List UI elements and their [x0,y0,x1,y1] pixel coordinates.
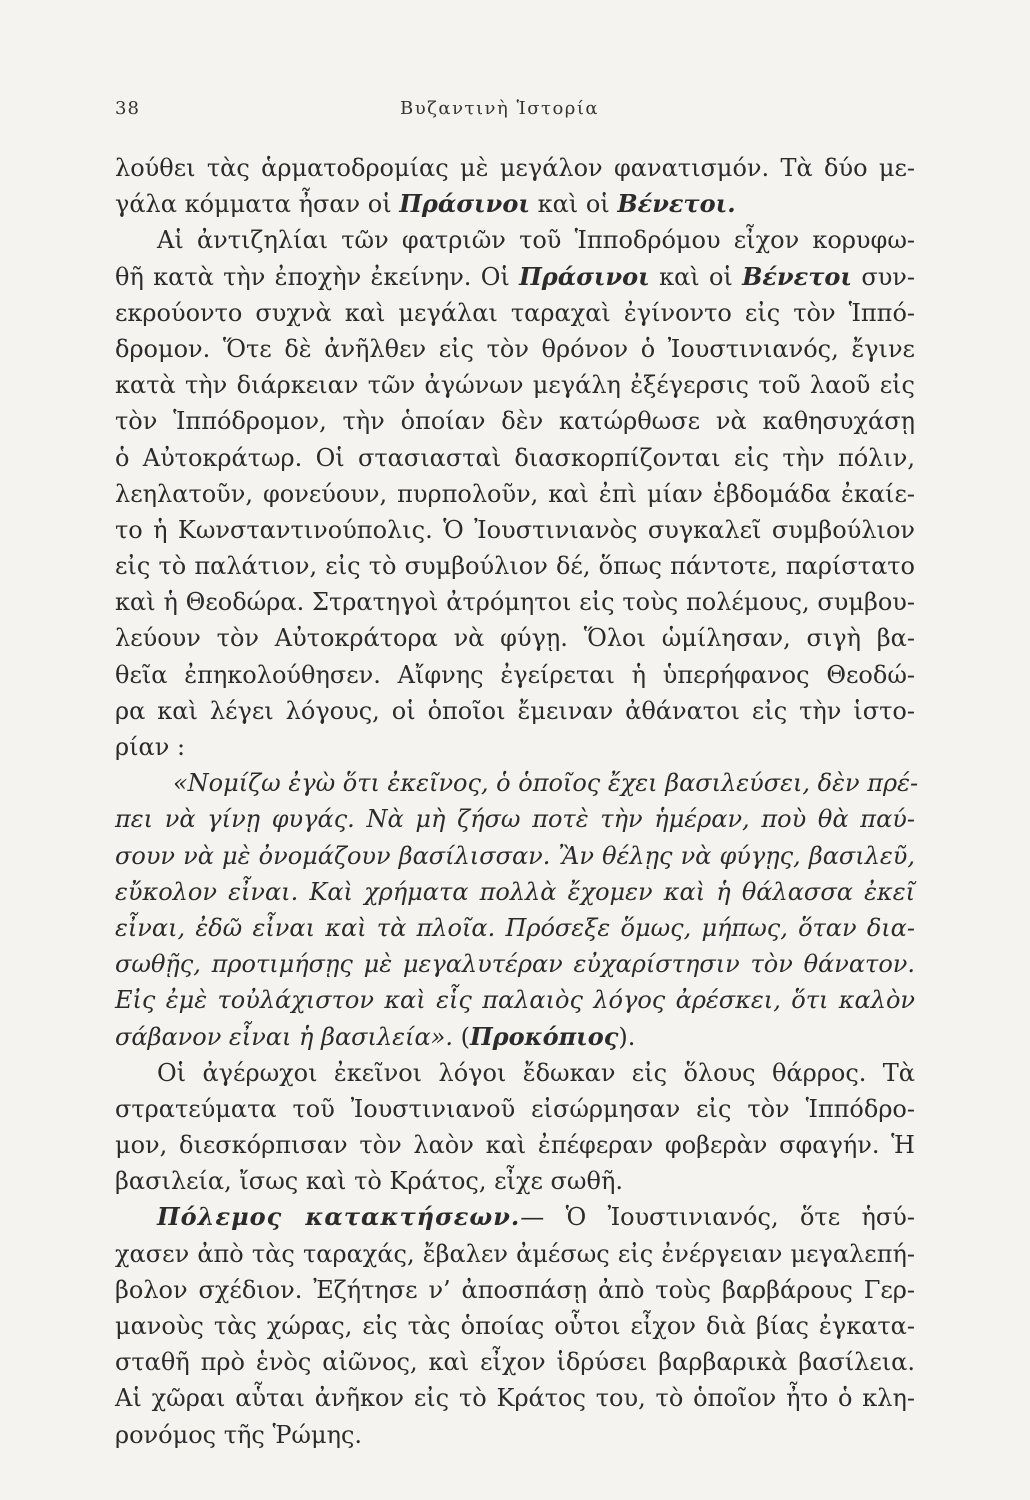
quote-line: εἶναι, ἐδῶ εἶναι καὶ τὰ πλοῖα. Πρόσεξε ὅμως, μήπως, ὅταν δια- [115,913,915,942]
text-line: κατὰ τὴν διάρκειαν τῶν ἀγώνων μεγάλη ἐξέγερσις τοῦ λαοῦ εἰς [115,371,915,400]
text-line: εκρούοντο συχνὰ καὶ μεγάλαι ταραχαὶ ἐγίνοντο εἰς τὸν Ἱππό- [115,298,915,327]
text-line: Αἱ χῶραι αὗται ἀνῆκον εἰς τὸ Κράτος του, τὸ ὁποῖον ἦτο ὁ κλη- [115,1384,915,1413]
text-line [115,1199,915,1235]
text-line: βολον σχέδιον. Ἐζήτησε ν’ ἀποσπάσῃ ἀπὸ τοὺς βαρβάρους Γερ- [115,1275,915,1304]
text-line: σταθῆ πρὸ ἑνὸς αἰῶνος, καὶ εἶχον ἱδρύσει βαρβαρικὰ βασίλεια. [115,1348,915,1377]
theodora-quote [115,765,919,1055]
quote-line: Εἰς ἐμὲ τοὐλάχιστον καὶ εἷς παλαιὸς λόγος ἀρέσκει, ὅτι καλὸν [115,986,915,1015]
text-fragment: γάλα κόμματα ἦσαν οἱ [115,190,400,219]
text-line: βασιλεία, ἴσως καὶ τὸ Κράτος, εἶχε σωθῆ. [115,1167,623,1196]
text-line: το ἡ Κωνσταντινούπολις. Ὁ Ἰουστινιανὸς συγκαλεῖ συμβούλιον [115,515,915,544]
text-line: μον, διεσκόρπισαν τὸν λαὸν καὶ ἐπέφεραν φοβερὰν σφαγήν. Ἡ [115,1131,915,1160]
text-fragment: ). [618,1022,636,1051]
section-heading: Πόλεμος κατακτήσεων. [157,1202,521,1232]
quote-line: εὔκολον εἶναι. Καὶ χρήματα πολλὰ ἔχομεν καὶ ἡ θάλασσα ἐκεῖ [115,877,915,906]
text-fragment: θῆ κατὰ τὴν ἐποχὴν ἐκείνην. Οἱ [115,262,520,291]
text-fragment: καὶ οἱ [529,190,618,219]
emphasis-venetoi: Βένετοι [742,261,853,291]
text-fragment: σάβανον εἶναι ἡ βασιλεία». [115,1022,461,1051]
page-header [115,98,915,128]
text-line: λούθει τὰς ἁρματοδρομίας μὲ μεγάλον φανατισμόν. Τὰ δύο με- [115,154,915,182]
emphasis-venetoi: Βένετοι. [617,189,736,219]
quote-line: σουν νὰ μὲ ὀνομάζουν βασίλισσαν. Ἂν θέλῃς νὰ φύγῃς, βασιλεῦ, [115,841,915,870]
text-fragment: — Ὁ Ἰουστινιανός, ὅτε ἡσύ- [520,1203,915,1232]
text-line: ὁ Αὐτοκράτωρ. Οἱ στασιασταὶ διασκορπίζονται εἰς τὴν πόλιν, [115,443,915,472]
text-line: δρομον. Ὅτε δὲ ἀνῆλθεν εἰς τὸν θρόνον ὁ Ἰουστινιανός, ἔγινε [115,334,915,363]
text-line: χασεν ἀπὸ τὰς ταραχάς, ἔβαλεν ἀμέσως εἰς ἐνέργειαν μεγαλεπή- [115,1239,915,1268]
quote-line: «Νομίζω ἐγὼ ὅτι ἐκεῖνος, ὁ ὁποῖος ἔχει βασιλεύσει, δὲν πρέ- [173,769,919,798]
text-line [115,186,915,222]
emphasis-prasinoi: Πράσινοι [399,189,530,219]
text-line: στρατεύματα τοῦ Ἰουστινιανοῦ εἰσώρμησαν εἰς τὸν Ἱππόδρο- [115,1094,915,1123]
text-line: ρίαν : [115,733,186,761]
text-line [115,259,915,295]
quote-line [115,1019,915,1055]
text-line: λεύουν τὸν Αὐτοκράτορα νὰ φύγῃ. Ὅλοι ὡμίλησαν, σιγὴ βα- [115,624,915,653]
text-line: μανοὺς τὰς χώρας, εἰς τὰς ὁποίας οὗτοι εἶχον διὰ βίας ἐγκατα- [115,1312,915,1340]
text-line: θεῖα ἐπηκολούθησεν. Αἴφνης ἐγείρεται ἡ ὑπερήφανος Θεοδώ- [115,660,915,689]
emphasis-prasinoi: Πράσινοι [519,261,650,291]
text-fragment: καὶ οἱ [649,262,743,291]
text-line: λεηλατοῦν, φονεύουν, πυρπολοῦν, καὶ ἐπὶ μίαν ἑβδομάδα ἐκαίε- [115,479,915,508]
main-text [115,150,919,1453]
text-line: καὶ ἡ Θεοδώρα. Στρατηγοὶ ἀτρόμητοι εἰς τοὺς πολέμους, συμβου- [115,588,915,617]
text-fragment: ( [460,1022,470,1051]
page-number: 38 [115,98,140,119]
quote-line: σωθῇς, προτιμήσῃς μὲ μεγαλυτέραν εὐχαρίστησιν τὸν θάνατον. [115,950,915,979]
source-citation: Προκόπιος [469,1021,619,1051]
text-line: τὸν Ἱππόδρομον, τὴν ὁποίαν δὲν κατώρθωσε νὰ καθησυχάσῃ [115,407,915,436]
text-line: εἰς τὸ παλάτιον, εἰς τὸ συμβούλιον δέ, ὅπως πάντοτε, παρίστατο [115,552,915,581]
text-line: Οἱ ἀγέρωχοι ἐκεῖνοι λόγοι ἔδωκαν εἰς ὅλους θάρρος. Τὰ [157,1058,915,1087]
text-fragment: συν- [852,262,915,291]
text-line: Αἱ ἀντιζηλίαι τῶν φατριῶν τοῦ Ἱπποδρόμου εἶχον κορυφω- [157,226,915,255]
quote-line: πει νὰ γίνῃ φυγάς. Νὰ μὴ ζήσω ποτὲ τὴν ἡμέραν, ποὺ θὰ παύ- [115,805,915,834]
running-title: Βυζαντινὴ Ἱστορία [400,98,600,119]
text-line: ρα καὶ λέγει λόγους, οἱ ὁποῖοι ἔμειναν ἀθάνατοι εἰς τὴν ἱστο- [115,696,915,725]
text-line: ρονόμος τῆς Ῥώμης. [115,1420,363,1449]
